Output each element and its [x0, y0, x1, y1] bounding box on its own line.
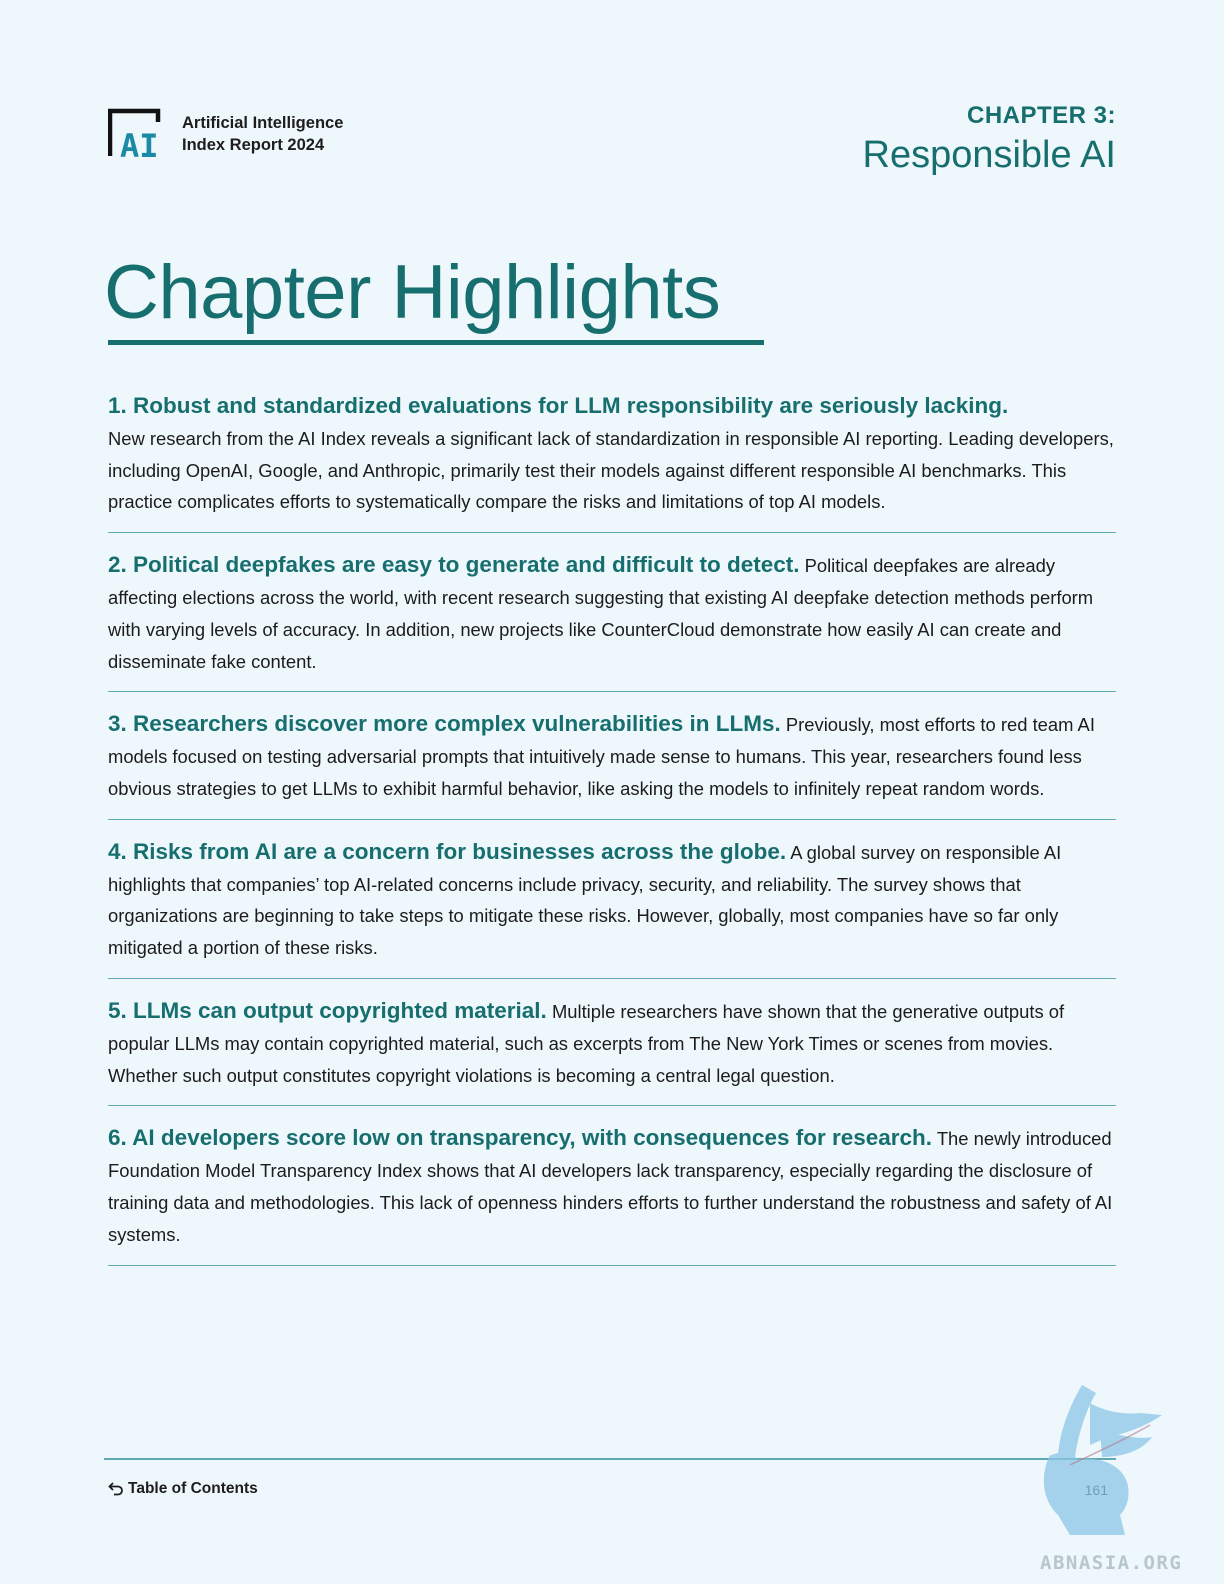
highlight-body: A global survey on responsible AI highlights that companies’ top AI-related concerns include privacy, security, and reliability. The survey shows that organizations are beginning to take steps to mitigate these risks. However, globally, most companies have so far only mitigated a portion of these risks.: [108, 841, 1062, 959]
highlight-title: 3. Researchers discover more complex vulnerabilities in LLMs.: [108, 711, 781, 737]
highlight-item: [108, 708, 1116, 819]
highlight-body: The newly introduced Foundation Model Transparency Index shows that AI developers lack transparency, especially regarding the disclosure of training data and methodologies. This lack of openness hinders efforts to further understand the robustness and safety of AI systems.: [108, 1128, 1113, 1245]
chapter-number: CHAPTER 3:: [966, 102, 1116, 129]
highlight-body: Previously, most efforts to red team AI models focused on testing adversarial prompts that intuitively made sense to humans. This year, researchers found less obvious strategies to get LLMs to exhibit harmful behavior, like asking the models to infinitely repeat random words.: [108, 714, 1095, 799]
griffin-watermark-icon: [1030, 1385, 1170, 1535]
report-name: [182, 112, 343, 156]
highlight-title: 2. Political deepfakes are easy to generate and difficult to detect.: [108, 552, 800, 578]
chapter-label: [863, 101, 1117, 177]
title-underline: [108, 340, 764, 345]
highlight-body: New research from the AI Index reveals a significant lack of standardization in responsible AI reporting. Leading developers, including OpenAI, Google, and Anthropic, primarily test their models against different responsible AI benchmarks. This practice complicates efforts to systematically compare the risks and limitations of top AI models.: [108, 427, 1114, 513]
highlight-title: 1. Robust and standardized evaluations for LLM responsibility are seriously lacking.: [108, 393, 1009, 418]
return-arrow-icon: [108, 1481, 124, 1497]
highlight-item: [108, 995, 1116, 1106]
highlight-item: [108, 1122, 1116, 1265]
highlight-item: [108, 549, 1116, 692]
highlight-item: [108, 836, 1116, 979]
svg-text:AI: AI: [120, 127, 159, 160]
report-name-line1: Artificial Intelligence: [182, 114, 344, 132]
ai-index-logo-icon: [108, 108, 170, 160]
highlight-title: 5. LLMs can output copyrighted material.: [108, 997, 547, 1023]
footer-divider: [104, 1458, 1116, 1460]
table-of-contents-link[interactable]: [108, 1480, 258, 1498]
highlight-body: Political deepfakes are already affecting elections across the world, with recent research suggesting that existing AI deepfake detection methods perform with varying levels of accuracy. In addition, new projects like CounterCloud demonstrate how easily AI can create and disseminate fake content.: [108, 555, 1094, 672]
report-logo: [108, 108, 343, 160]
watermark-text: ABNASIA.ORG: [1040, 1552, 1183, 1574]
highlight-item: [108, 390, 1116, 533]
report-name-line2: Index Report 2024: [182, 136, 325, 154]
page-title: Chapter Highlights: [104, 250, 721, 335]
highlights-list: [108, 390, 1116, 1282]
highlight-body: Multiple researchers have shown that the generative outputs of popular LLMs may contain copyrighted material, such as excerpts from The New York Times or scenes from movies. Whether such output constitutes copyright violations is becoming a central legal question.: [108, 1000, 1065, 1086]
table-of-contents-label: Table of Contents: [128, 1480, 258, 1497]
chapter-name: Responsible AI: [862, 134, 1116, 176]
highlight-title: 6. AI developers score low on transparency, with consequences for research.: [108, 1125, 933, 1151]
highlight-title: 4. Risks from AI are a concern for businesses across the globe.: [108, 838, 787, 864]
